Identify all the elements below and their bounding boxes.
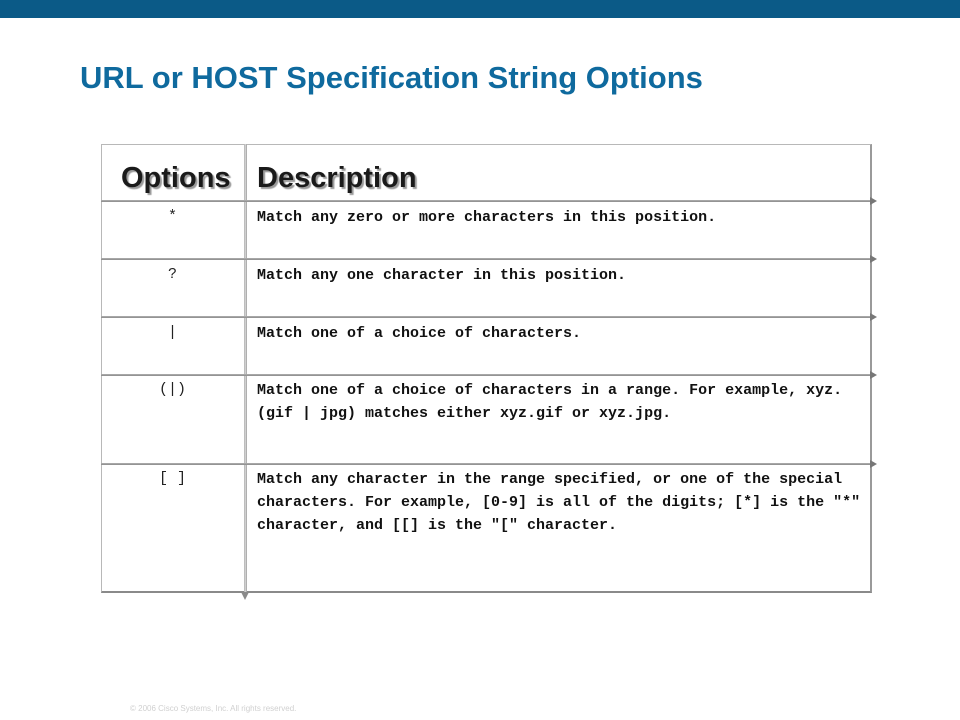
description-cell: Match any one character in this position. (257, 267, 627, 284)
row-divider (101, 463, 873, 465)
row-divider (101, 200, 873, 202)
top-accent-bar (0, 0, 960, 18)
description-cell: Match one of a choice of characters. (257, 325, 582, 342)
option-cell: * (167, 208, 177, 225)
row-divider (101, 374, 873, 376)
description-cell: Match any character in the range specified, or one of the special characters. For example, [0-9] is all of the digits; [*] is the "*" character, and [[] is the "[" character. (257, 471, 861, 534)
option-cell: (|) (158, 381, 186, 398)
slide-title: URL or HOST Specification String Options (80, 60, 703, 95)
header-description: Description (257, 162, 417, 194)
column-divider (244, 144, 247, 594)
options-table (101, 144, 874, 596)
row-divider (101, 316, 873, 318)
option-cell: | (167, 324, 177, 341)
option-cell: ? (167, 266, 177, 283)
description-cell: Match any zero or more characters in this position. (257, 209, 717, 226)
description-cell: Match one of a choice of characters in a range. For example, xyz.(gif | jpg) matches either xyz.gif or xyz.jpg. (257, 382, 843, 422)
copyright-footer: © 2006 Cisco Systems, Inc. All rights reserved. (130, 704, 297, 713)
option-cell: [ ] (158, 470, 186, 487)
header-options: Options (121, 162, 231, 194)
row-divider (101, 258, 873, 260)
